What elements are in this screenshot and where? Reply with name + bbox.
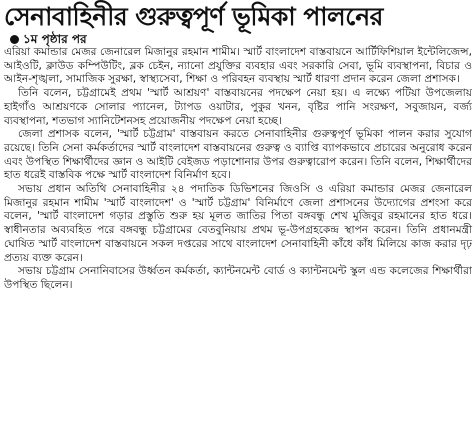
- continued-from-label: ১ম পৃষ্ঠার পর: [23, 32, 87, 46]
- continued-from-line: [10, 32, 472, 46]
- article-paragraph: সভায় চট্টগ্রাম সেনানিবাসের উর্ধ্বতন কর্মকর্তা, ক্যান্টনমেন্ট বোর্ড ও ক্যান্টনমেন্ট স্কুল এন্ড কলেজের শিক্ষার্থীরা উপস্থিত ছিলেন।: [4, 265, 472, 291]
- article-paragraph: সভায় প্রধান অতিথি সেনাবাহিনীর ২৪ পদাতিক ডিভিশনের জিওসি ও এরিয়া কমান্ডার মেজর জেনারেল মিজানুর রহমান শামীম 'স্মার্ট বাংলাদেশ' ও 'স্মার্ট চট্টগ্রাম' বিনির্মাণে জেলা প্রশাসনের উদ্যোগের প্রশংসা করে বলেন, 'স্মার্ট বাংলাদেশ গড়ার প্রস্তুতি শুরু হয় মূলত জাতির পিতা বঙ্গবন্ধু শেখ মুজিবুর রহমানের হাত ধরে। স্বাধীনতার অব্যবহিত পরে বঙ্গবন্ধু চট্টগ্রামের বেতবুনিয়ায় প্রথম ভূ-উপগ্রহকেন্দ্র স্থাপন করেন। তিনি প্রধানমন্ত্রী ঘোষিত স্মার্ট বাংলাদেশ বাস্তবায়নে সকল দপ্তরের সাথে বাংলাদেশ সেনাবাহিনী কাঁধে কাঁধ মিলিয়ে কাজ করার দৃঢ় প্রত্যয় ব্যক্ত করেন।: [4, 183, 472, 264]
- article-paragraph: এরিয়া কমান্ডার মেজর জেনারেল মিজানুর রহমান শামীম। স্মার্ট বাংলাদেশ বাস্তবায়নে আর্টিফিশিয়াল ইন্টেলিজেন্স, আইওটি, ক্লাউড কম্পিউটিং, ব্লক চেইন, ন্যানো প্রযুক্তির ব্যবহার এবং সরকারি সেবা, ভূমি ব্যবস্থাপনা, বিচার ও আইন-শৃঙ্খলা, সামাজিক সুরক্ষা, স্বাস্থ্যসেবা, শিক্ষা ও পরিবহন ব্যবস্থায় স্মার্ট ধারণা প্রদান করেন জেলা প্রশাসক।: [4, 46, 472, 86]
- article-paragraph: তিনি বলেন, চট্টগ্রামেই প্রথম 'স্মার্ট আশ্রয়ণ' বাস্তবায়নের পদক্ষেপ নেয়া হয়। এ লক্ষ্যে পটিয়া উপজেলায় হাইগাঁও আশ্রয়ণকে সোলার প্যানেল, ট্যাপড ওয়াটার, পুকুর খনন, বৃষ্টির পানি সংরক্ষণ, সবুজায়ন, বর্জ্য ব্যবস্থাপনা, শতভাগ স্যানিটেশনসহ প্রয়োজনীয় পদক্ষেপ নেয়া হচ্ছে।: [4, 87, 472, 127]
- bullet-icon: [10, 35, 19, 44]
- article-headline: সেনাবাহিনীর গুরুত্বপূর্ণ ভূমিকা পালনের: [4, 2, 383, 31]
- article-paragraph: জেলা প্রশাসক বলেন, 'স্মার্ট চট্টগ্রাম' বাস্তবায়ন করতে সেনাবাহিনীর গুরুত্বপূর্ণ ভূমিকা পালন করার সুযোগ রয়েছে। তিনি সেনা কর্মকর্তাদের স্মার্ট বাংলাদেশ বাস্তবায়নের গুরুত্ব ও ব্যাপ্তি ব্যাপকভাবে প্রচারের অনুরোধ করেন এবং উপস্থিত শিক্ষার্থীদের জ্ঞান ও আইটি বেইজড পড়াশোনার উপর গুরুত্বারোপ করেন। তিনি বলেন, শিক্ষার্থীদের হাত ধরেই বাস্তবিক পক্ষে স্মার্ট বাংলাদেশ বিনির্মাণ হবে।: [4, 128, 472, 182]
